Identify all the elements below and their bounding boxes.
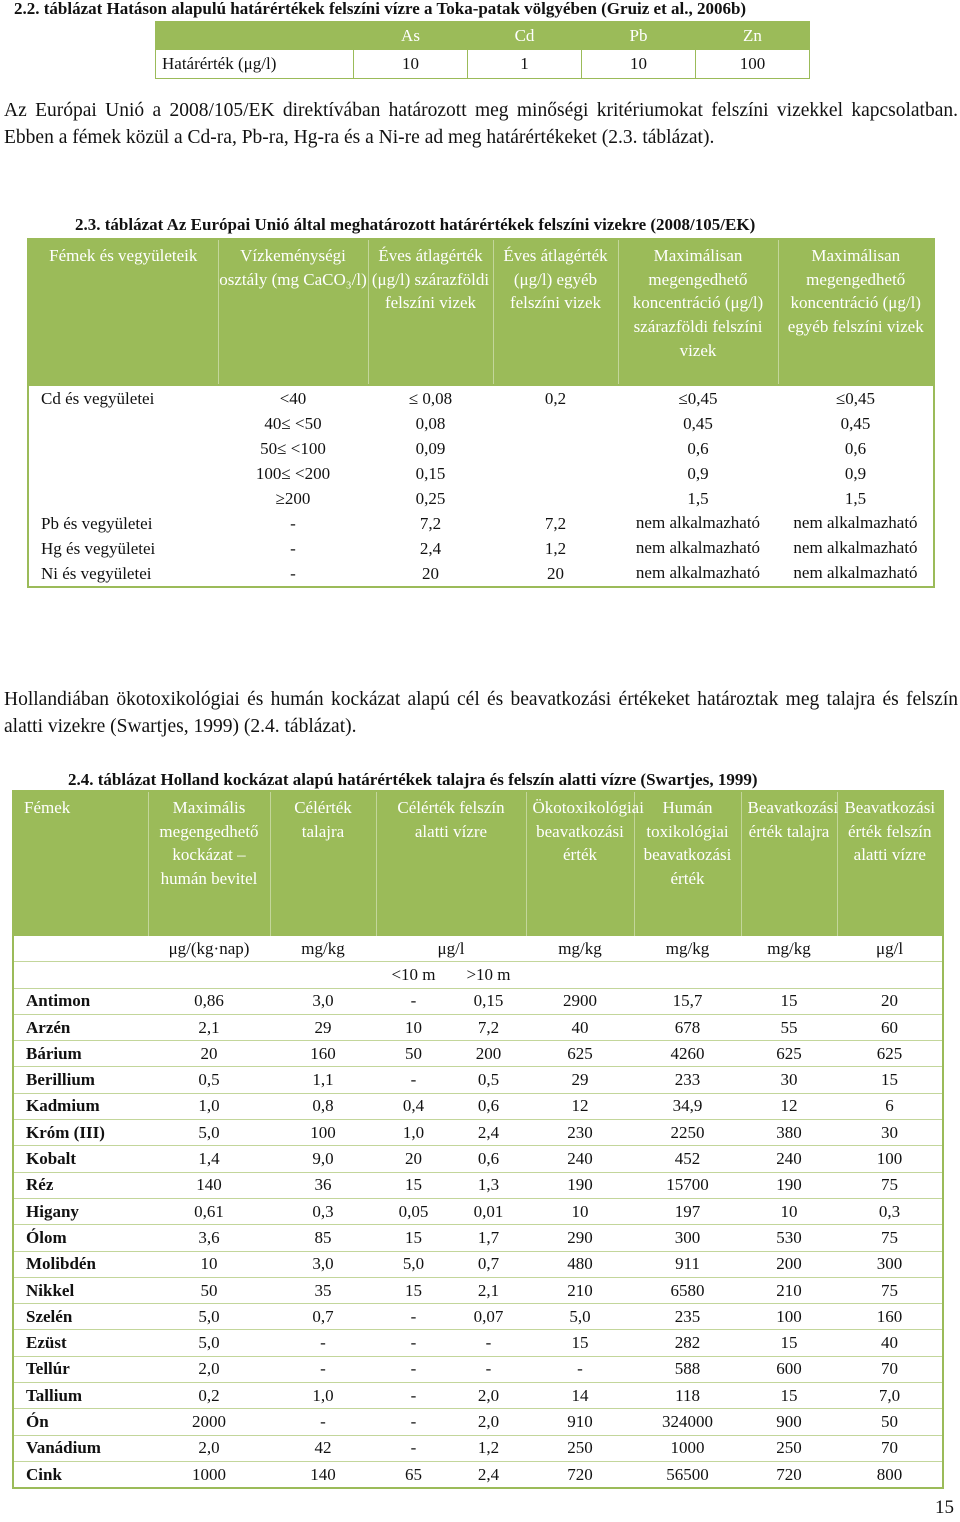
table-2-3 [27, 238, 935, 588]
table-cell: 233 [634, 1067, 741, 1093]
table-cell: 678 [634, 1014, 741, 1040]
table-cell: 3,0 [270, 988, 376, 1014]
table-cell: 911 [634, 1251, 741, 1277]
table-row [13, 1435, 943, 1461]
table-2-2-header: Zn [696, 22, 810, 50]
table-cell: 100 [837, 1146, 943, 1172]
table-cell: 800 [837, 1461, 943, 1488]
units-row [13, 936, 943, 962]
table-cell: 910 [526, 1409, 634, 1435]
table-cell: - [526, 1356, 634, 1382]
table-cell: 100 [741, 1304, 837, 1330]
table-cell: 380 [741, 1120, 837, 1146]
table-cell: 0,2 [148, 1383, 270, 1409]
table-2-4-header: Ökotoxikológiai beavatkozási érték [526, 791, 634, 936]
empty-cell [634, 962, 741, 988]
table-cell: - [376, 1304, 451, 1330]
table-row [13, 1461, 943, 1488]
table-cell: 210 [741, 1277, 837, 1303]
table-row [28, 561, 934, 587]
table-cell: 20 [376, 1146, 451, 1172]
table-cell: 160 [270, 1041, 376, 1067]
table-cell: nem alkalmazható [635, 513, 761, 532]
unit-cell: μg/l [376, 936, 526, 962]
table-row [13, 1146, 943, 1172]
table-cell: 56500 [634, 1461, 741, 1488]
table-cell: 0,6 [844, 439, 867, 458]
element-name: Antimon [13, 988, 148, 1014]
table-cell: 140 [148, 1172, 270, 1198]
table-row [28, 436, 934, 461]
table-cell: 0,3 [837, 1198, 943, 1224]
table-cell: 10 [741, 1198, 837, 1224]
table-2-4-header: Célérték felszín alatti vízre [376, 791, 526, 936]
table-cell: 30 [741, 1067, 837, 1093]
unit-cell [13, 936, 148, 962]
table-cell: 55 [741, 1014, 837, 1040]
table-row [13, 1172, 943, 1198]
table-cell: nem alkalmazható [635, 563, 761, 582]
metal-name [28, 461, 218, 486]
table-cell: 230 [526, 1120, 634, 1146]
table-cell: - [290, 514, 296, 533]
table-cell: 65 [376, 1461, 451, 1488]
metal-name: Ni és vegyületei [41, 564, 152, 583]
table-2-3-header: Vízkeménységi osztály (mg CaCO₃/l) [218, 239, 368, 385]
table-cell: 7,0 [837, 1383, 943, 1409]
metal-name: Pb és vegyületei [41, 514, 153, 533]
table-cell: 10 [376, 1014, 451, 1040]
empty-cell [837, 962, 943, 988]
table-cell: 0,5 [451, 1067, 526, 1093]
table-cell: 2,4 [451, 1120, 526, 1146]
table-cell: 30 [837, 1120, 943, 1146]
table-cell: 15 [741, 988, 837, 1014]
table-cell: nem alkalmazható [793, 513, 918, 532]
table-cell: ≤ 0,08 [408, 389, 453, 408]
table-cell: 0,8 [270, 1093, 376, 1119]
empty-cell [148, 962, 270, 988]
table-row [28, 511, 934, 536]
table-cell: - [270, 1330, 376, 1356]
table-2-4-header: Maximális megengedhető kockázat – humán bevitel [148, 791, 270, 936]
table-cell: - [290, 564, 296, 583]
table-cell: - [376, 1409, 451, 1435]
table-cell: 5,0 [148, 1304, 270, 1330]
table-cell: 15 [741, 1383, 837, 1409]
table-2-4-header: Célérték talajra [270, 791, 376, 936]
table-cell: 15700 [634, 1172, 741, 1198]
unit-cell: mg/kg [270, 936, 376, 962]
table-2-4-header: Fémek [13, 791, 148, 936]
table-cell: 1,4 [148, 1146, 270, 1172]
table-cell: 70 [837, 1435, 943, 1461]
table-cell: 2,0 [148, 1435, 270, 1461]
table-cell: 118 [634, 1383, 741, 1409]
element-name: Ólom [13, 1225, 148, 1251]
table-cell [493, 436, 618, 461]
table-cell: 50 [148, 1277, 270, 1303]
table-cell: 29 [526, 1067, 634, 1093]
table-cell: 15 [376, 1225, 451, 1251]
element-name: Kadmium [13, 1093, 148, 1119]
table-cell: 1000 [148, 1461, 270, 1488]
metal-name [28, 486, 218, 511]
empty-cell [13, 962, 148, 988]
table-cell: 6 [837, 1093, 943, 1119]
table-cell: 160 [837, 1304, 943, 1330]
table-row [13, 1067, 943, 1093]
table-2-2-header: Cd [468, 22, 582, 50]
table-cell: 480 [526, 1251, 634, 1277]
table-cell: 14 [526, 1383, 634, 1409]
table-cell: 75 [837, 1277, 943, 1303]
table-cell: 720 [741, 1461, 837, 1488]
table-cell: 100≤ <200 [255, 464, 331, 483]
table-cell: 10 [526, 1198, 634, 1224]
table-cell: 0,7 [451, 1251, 526, 1277]
table-row [13, 1014, 943, 1040]
table-row [28, 486, 934, 511]
empty-cell [741, 962, 837, 988]
table-cell: 0,61 [148, 1198, 270, 1224]
table-cell: 5,0 [376, 1251, 451, 1277]
table-cell: 625 [526, 1041, 634, 1067]
table-row [13, 1409, 943, 1435]
element-name: Tallium [13, 1383, 148, 1409]
element-name: Arzén [13, 1014, 148, 1040]
table-cell: 7,2 [419, 514, 442, 533]
table-cell: 530 [741, 1225, 837, 1251]
table-cell: 1,3 [451, 1172, 526, 1198]
table-cell: 3,6 [148, 1225, 270, 1251]
table-cell: 0,45 [840, 414, 871, 433]
element-name: Nikkel [13, 1277, 148, 1303]
element-name: Kobalt [13, 1146, 148, 1172]
table-2-2-caption: 2.2. táblázat Hatáson alapulú határértékek felszíni vízre a Toka-patak völgyében (Gruiz et al., 2006b) [14, 0, 747, 18]
table-2-3-header: Maximálisan megengedhető koncentráció (μg/l) szárazföldi felszíni vizek [618, 239, 778, 385]
table-2-2-row-label: Határérték (μg/l) [156, 50, 354, 79]
table-row [13, 988, 943, 1014]
table-cell: 625 [837, 1041, 943, 1067]
table-cell: - [376, 988, 451, 1014]
table-cell: nem alkalmazható [635, 538, 761, 557]
depth-cell: <10 m [376, 962, 451, 988]
table-cell: 250 [526, 1435, 634, 1461]
table-cell: 5,0 [148, 1330, 270, 1356]
table-cell [493, 461, 618, 486]
table-cell: 60 [837, 1014, 943, 1040]
element-name: Vanádium [13, 1435, 148, 1461]
table-2-3-header: Maximálisan megengedhető koncentráció (μg/l) egyéb felszíni vizek [778, 239, 934, 385]
table-cell: 4260 [634, 1041, 741, 1067]
paragraph-netherlands: Hollandiában ökotoxikológiai és humán kockázat alapú cél és beavatkozási értékeket határoztak meg talajra és felszín alatti vizekre (Swartjes, 1999) (2.4. táblázat). [4, 689, 958, 737]
table-cell: 2900 [526, 988, 634, 1014]
table-cell: 0,5 [148, 1067, 270, 1093]
table-cell: ≥200 [275, 489, 311, 508]
table-cell: 300 [837, 1251, 943, 1277]
table-2-4-header: Beavatkozási érték talajra [741, 791, 837, 936]
table-cell: 2250 [634, 1120, 741, 1146]
table-row [28, 411, 934, 436]
unit-cell: mg/kg [526, 936, 634, 962]
table-row [13, 1330, 943, 1356]
table-cell: - [376, 1067, 451, 1093]
table-2-2-cell: 1 [468, 50, 582, 79]
table-cell: - [451, 1356, 526, 1382]
table-cell: 50≤ <100 [260, 439, 326, 458]
table-cell: 40 [526, 1014, 634, 1040]
unit-cell: μg/(kg·nap) [148, 936, 270, 962]
table-cell: 200 [741, 1251, 837, 1277]
table-cell: 324000 [634, 1409, 741, 1435]
table-cell: - [376, 1435, 451, 1461]
table-cell: 35 [270, 1277, 376, 1303]
table-cell: 0,08 [415, 414, 446, 433]
table-2-2-cell: 100 [696, 50, 810, 79]
table-cell: 210 [526, 1277, 634, 1303]
element-name: Ezüst [13, 1330, 148, 1356]
table-2-2-header: Pb [582, 22, 696, 50]
table-cell: 20 [837, 988, 943, 1014]
table-2-4-caption: 2.4. táblázat Holland kockázat alapú határértékek talajra és felszín alatti vízre (Swartjes, 1999) [68, 770, 758, 789]
table-cell: 452 [634, 1146, 741, 1172]
paragraph-eu-directive: Az Európai Unió a 2008/105/EK direktívában határozott meg minőségi kritériumokat felszíni vizekkel kapcsolatban. Ebben a fémek közül a Cd-ra, Pb-ra, Hg-ra és a Ni-re ad meg határértékeket (2.3. táblázat). [4, 100, 958, 148]
table-cell: 190 [741, 1172, 837, 1198]
table-cell: 0,05 [376, 1198, 451, 1224]
table-cell: 75 [837, 1225, 943, 1251]
table-2-2 [155, 21, 810, 79]
table-cell: 1,1 [270, 1067, 376, 1093]
metal-name: Cd és vegyületei [41, 389, 155, 408]
metal-name: Hg és vegyületei [41, 539, 156, 558]
table-cell: 2,1 [148, 1014, 270, 1040]
table-cell: ≤0,45 [678, 389, 718, 408]
metal-name [28, 411, 218, 436]
table-row [13, 1198, 943, 1224]
table-row [13, 1120, 943, 1146]
table-2-4-header: Beavatkozási érték felszín alatti vízre [837, 791, 943, 936]
table-cell: 197 [634, 1198, 741, 1224]
table-cell: - [376, 1356, 451, 1382]
table-2-3-caption: 2.3. táblázat Az Európai Unió által meghatározott határértékek felszíni vizekre (2008/105/EK) [75, 215, 756, 234]
table-cell: 2,0 [148, 1356, 270, 1382]
element-name: Tellúr [13, 1356, 148, 1382]
table-cell: <40 [279, 389, 307, 408]
table-2-3-header: Fémek és vegyületeik [28, 239, 218, 385]
table-cell: 282 [634, 1330, 741, 1356]
element-name: Berillium [13, 1067, 148, 1093]
table-cell: 240 [741, 1146, 837, 1172]
table-cell: 0,86 [148, 988, 270, 1014]
table-cell: 70 [837, 1356, 943, 1382]
table-row [13, 1225, 943, 1251]
table-cell: 75 [837, 1172, 943, 1198]
table-cell: 12 [741, 1093, 837, 1119]
table-cell: 15 [376, 1277, 451, 1303]
table-cell: 0,6 [451, 1146, 526, 1172]
table-cell: 720 [526, 1461, 634, 1488]
table-cell: - [270, 1409, 376, 1435]
table-cell: 190 [526, 1172, 634, 1198]
table-cell: - [451, 1330, 526, 1356]
table-cell: 235 [634, 1304, 741, 1330]
table-cell: 9,0 [270, 1146, 376, 1172]
table-cell: 588 [634, 1356, 741, 1382]
table-cell: 42 [270, 1435, 376, 1461]
table-cell: 2000 [148, 1409, 270, 1435]
table-cell: 0,9 [844, 464, 867, 483]
table-2-4-header: Humán toxikológiai beavatkozási érték [634, 791, 741, 936]
table-cell: 10 [148, 1251, 270, 1277]
table-cell: 0,6 [687, 439, 709, 458]
table-cell: 1,0 [148, 1093, 270, 1119]
table-cell: 0,15 [451, 988, 526, 1014]
table-cell: 0,3 [270, 1198, 376, 1224]
table-cell: 20 [148, 1041, 270, 1067]
table-cell: 6580 [634, 1277, 741, 1303]
table-row [13, 1383, 943, 1409]
table-2-3-header: Éves átlagérték (μg/l) egyéb felszíni vizek [493, 239, 618, 385]
table-cell: 40≤ <50 [264, 414, 322, 433]
table-cell: 200 [451, 1041, 526, 1067]
table-cell: nem alkalmazható [793, 538, 918, 557]
unit-cell: mg/kg [634, 936, 741, 962]
table-2-2-header: As [354, 22, 468, 50]
table-2-4 [12, 790, 944, 1489]
table-cell: 50 [376, 1041, 451, 1067]
table-cell: 250 [741, 1435, 837, 1461]
unit-cell: μg/l [837, 936, 943, 962]
element-name: Cink [13, 1461, 148, 1488]
table-cell: 2,0 [451, 1409, 526, 1435]
table-cell: 1000 [634, 1435, 741, 1461]
table-cell: 1,7 [451, 1225, 526, 1251]
table-cell: 0,25 [415, 489, 446, 508]
table-cell: 29 [270, 1014, 376, 1040]
element-name: Ón [13, 1409, 148, 1435]
table-cell: 0,9 [687, 464, 709, 483]
depth-cell: >10 m [451, 962, 526, 988]
table-cell: 15 [376, 1172, 451, 1198]
element-name: Szelén [13, 1304, 148, 1330]
table-cell: 0,4 [376, 1093, 451, 1119]
table-cell: 290 [526, 1225, 634, 1251]
table-row [28, 461, 934, 486]
element-name: Bárium [13, 1041, 148, 1067]
unit-cell: mg/kg [741, 936, 837, 962]
table-cell: 0,15 [415, 464, 446, 483]
empty-cell [270, 962, 376, 988]
table-cell: 40 [837, 1330, 943, 1356]
table-cell: - [376, 1383, 451, 1409]
table-cell: 20 [547, 564, 564, 583]
table-cell: 600 [741, 1356, 837, 1382]
table-cell: 0,45 [683, 414, 713, 433]
table-row [13, 1356, 943, 1382]
table-cell: 5,0 [526, 1304, 634, 1330]
table-cell: 1,0 [270, 1383, 376, 1409]
page-number: 15 [935, 1497, 954, 1518]
table-cell: 5,0 [148, 1120, 270, 1146]
table-row [13, 1277, 943, 1303]
table-cell [493, 486, 618, 511]
table-cell: 1,0 [376, 1120, 451, 1146]
table-cell: 0,09 [415, 439, 446, 458]
table-row [28, 385, 934, 411]
element-name: Réz [13, 1172, 148, 1198]
table-cell: 1,2 [544, 539, 567, 558]
table-cell: 85 [270, 1225, 376, 1251]
table-cell: 1,5 [844, 489, 867, 508]
table-row [13, 1093, 943, 1119]
table-cell: 36 [270, 1172, 376, 1198]
table-cell: 0,01 [451, 1198, 526, 1224]
table-row [13, 1251, 943, 1277]
metal-name [28, 436, 218, 461]
table-cell: 1,5 [687, 489, 709, 508]
table-cell: 15 [837, 1067, 943, 1093]
empty-cell [526, 962, 634, 988]
table-2-2-header [156, 22, 354, 50]
table-cell: - [290, 539, 296, 558]
table-cell: - [376, 1330, 451, 1356]
table-cell: 2,1 [451, 1277, 526, 1303]
table-row [28, 536, 934, 561]
table-cell: 0,7 [270, 1304, 376, 1330]
element-name: Higany [13, 1198, 148, 1224]
table-cell: - [270, 1356, 376, 1382]
table-cell: 20 [422, 564, 439, 583]
table-cell [493, 411, 618, 436]
table-cell: ≤0,45 [835, 389, 876, 408]
table-cell: 2,4 [451, 1461, 526, 1488]
table-cell: 625 [741, 1041, 837, 1067]
table-cell: 12 [526, 1093, 634, 1119]
table-cell: 3,0 [270, 1251, 376, 1277]
table-cell: 2,0 [451, 1383, 526, 1409]
table-cell: 15 [526, 1330, 634, 1356]
depth-row [13, 962, 943, 988]
element-name: Molibdén [13, 1251, 148, 1277]
table-2-2-cell: 10 [582, 50, 696, 79]
table-row [13, 1304, 943, 1330]
table-cell: 140 [270, 1461, 376, 1488]
table-cell: 100 [270, 1120, 376, 1146]
table-cell: 240 [526, 1146, 634, 1172]
table-cell: 1,2 [451, 1435, 526, 1461]
table-cell: 0,6 [451, 1093, 526, 1119]
table-cell: 34,9 [634, 1093, 741, 1119]
table-cell: 15 [741, 1330, 837, 1356]
table-2-2-cell: 10 [354, 50, 468, 79]
table-cell: nem alkalmazható [793, 563, 918, 582]
table-row [13, 1041, 943, 1067]
table-cell: 50 [837, 1409, 943, 1435]
table-cell: 900 [741, 1409, 837, 1435]
table-cell: 7,2 [451, 1014, 526, 1040]
table-cell: 0,07 [451, 1304, 526, 1330]
table-cell: 300 [634, 1225, 741, 1251]
element-name: Króm (III) [13, 1120, 148, 1146]
table-cell: 15,7 [634, 988, 741, 1014]
table-cell: 0,2 [544, 389, 567, 408]
table-2-3-header: Éves átlagérték (μg/l) szárazföldi felszíni vizek [368, 239, 493, 385]
table-cell: 7,2 [544, 514, 567, 533]
table-cell: 2,4 [419, 539, 442, 558]
